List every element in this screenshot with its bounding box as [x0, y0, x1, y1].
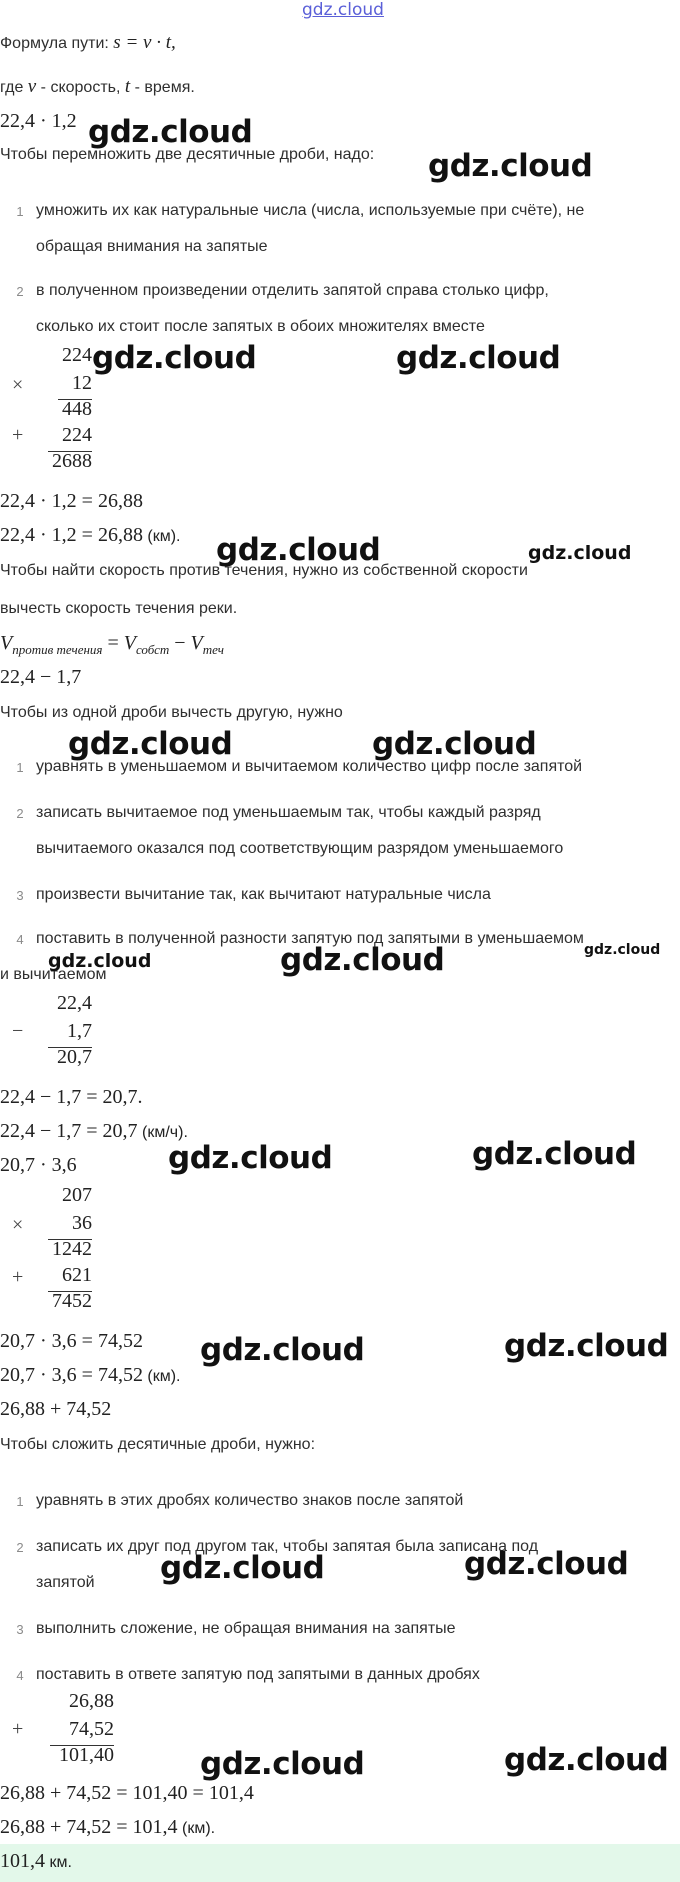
- add-rule-2-line2: запятой: [36, 1574, 95, 1591]
- v-meaning: - скорость,: [36, 79, 125, 96]
- equation-product-1: 22,4 · 1,2 = 26,88: [0, 490, 143, 512]
- plus-sign: +: [12, 1266, 24, 1288]
- multiply-rule-2-line2: сколько их стоит после запятых в обоих множителях вместе: [36, 318, 485, 335]
- watermark-logo: gdz.cloud: [584, 942, 661, 958]
- add-rule-4: поставить в ответе запятую под запятыми в данных дробях: [36, 1666, 480, 1683]
- watermark-logo: gdz.cloud: [160, 1550, 325, 1586]
- multiply-sign: ×: [12, 374, 24, 396]
- column-result: 7452: [52, 1290, 92, 1312]
- equation-difference-value: 22,4 − 1,7 = 20,7: [0, 1120, 138, 1142]
- subtract-rule-4-line2: и вычитаемом: [0, 966, 107, 983]
- column-partial-1: 1242: [52, 1238, 92, 1260]
- watermark-logo: gdz.cloud: [48, 950, 152, 972]
- equation-difference: 22,4 − 1,7 = 20,7.: [0, 1086, 143, 1108]
- equation-product-2-value: 20,7 · 3,6 = 74,52: [0, 1364, 143, 1386]
- watermark-logo: gdz.cloud: [168, 1140, 333, 1176]
- watermark-logo: gdz.cloud: [504, 1742, 669, 1778]
- formula-label: Формула пути:: [0, 35, 114, 52]
- expression-multiply-1: 22,4 · 1,2: [0, 110, 77, 132]
- subtract-rule-3: произвести вычитание так, как вычитают натуральные числа: [36, 886, 491, 903]
- column-addend-b: 74,52: [69, 1718, 114, 1740]
- watermark-logo: gdz.cloud: [464, 1546, 629, 1582]
- equation-product-1-units: [0, 524, 181, 547]
- sub-own: собст: [135, 642, 170, 657]
- subtract-rule-4-line1: поставить в полученной разности запятую под запятыми в уменьшаемом: [36, 930, 584, 947]
- against-current-text-1: Чтобы найти скорость против течения, нужно из собственной скорости: [0, 562, 528, 579]
- plus-sign: +: [12, 1718, 24, 1740]
- final-answer-unit: км.: [45, 1854, 72, 1871]
- column-result: 2688: [52, 450, 92, 472]
- column-minuend: 22,4: [57, 992, 92, 1014]
- t-meaning: - время.: [130, 79, 195, 96]
- column-sum: 101,40: [59, 1744, 114, 1766]
- formula-line: [0, 32, 176, 54]
- column-partial-1: 448: [62, 398, 92, 420]
- equation-difference-units: [0, 1120, 188, 1143]
- rule-number: 2: [16, 806, 24, 821]
- velocity-formula: [0, 632, 224, 658]
- multiply-rule-1-line2: обращая внимания на запятые: [36, 238, 268, 255]
- unit-km: (км).: [177, 1820, 216, 1837]
- unit-km: (км).: [142, 1368, 181, 1385]
- column-factor-a: 207: [62, 1184, 92, 1206]
- v-against: V: [0, 632, 13, 654]
- watermark-logo: gdz.cloud: [472, 1136, 637, 1172]
- rule-number: 1: [16, 1494, 24, 1509]
- equation-product-2-units: [0, 1364, 181, 1387]
- expression-subtract: 22,4 − 1,7: [0, 666, 82, 688]
- where-prefix: где: [0, 79, 28, 96]
- rule-number: 3: [16, 888, 24, 903]
- expression-multiply-2: 20,7 · 3,6: [0, 1154, 77, 1176]
- v-current: V: [190, 632, 203, 654]
- column-subtrahend: 1,7: [67, 1020, 92, 1042]
- var-v: v: [27, 76, 37, 97]
- watermark-logo: gdz.cloud: [396, 340, 561, 376]
- multiply-sign: ×: [12, 1214, 24, 1236]
- add-rule-2-line1: записать их друг под другом так, чтобы запятая была записана под: [36, 1538, 539, 1555]
- minus-sign: −: [12, 1020, 24, 1042]
- column-difference: 20,7: [57, 1046, 92, 1068]
- final-answer-value: 101,4: [0, 1850, 45, 1872]
- rule-number: 1: [16, 760, 24, 775]
- watermark-logo: gdz.cloud: [200, 1746, 365, 1782]
- column-factor-b: 12: [72, 372, 92, 394]
- against-current-text-2: вычесть скорость течения реки.: [0, 600, 238, 617]
- subtract-rule-intro: Чтобы из одной дроби вычесть другую, нужно: [0, 704, 343, 721]
- expression-add: 26,88 + 74,52: [0, 1398, 112, 1420]
- watermark-logo: gdz.cloud: [428, 148, 593, 184]
- column-addend-a: 26,88: [69, 1690, 114, 1712]
- add-rule-3: выполнить сложение, не обращая внимания на запятые: [36, 1620, 456, 1637]
- rule-number: 2: [16, 1540, 24, 1555]
- answer-box: [0, 1844, 680, 1882]
- sub-current: теч: [202, 642, 224, 657]
- add-rule-intro: Чтобы сложить десятичные дроби, нужно:: [0, 1436, 316, 1453]
- rule-number: 2: [16, 284, 24, 299]
- add-rule-1: уравнять в этих дробях количество знаков после запятой: [36, 1492, 464, 1509]
- final-answer: [0, 1850, 72, 1873]
- subtract-rule-2-line2: вычитаемого оказался под соответствующим разрядом уменьшаемого: [36, 840, 564, 857]
- minus-sign: −: [169, 632, 191, 654]
- watermark-logo: gdz.cloud: [200, 1332, 365, 1368]
- watermark-logo: gdz.cloud: [280, 942, 445, 978]
- sub-against: против течения: [12, 642, 103, 657]
- rule-number: 3: [16, 1622, 24, 1637]
- multiply-rule-2-line1: в полученном произведении отделить запятой справа столько цифр,: [36, 282, 549, 299]
- plus-sign: +: [12, 424, 24, 446]
- multiply-rule-1-line1: умножить их как натуральные числа (числа, используемые при счёте), не: [36, 202, 585, 219]
- column-factor-a: 224: [62, 344, 92, 366]
- rule-number: 4: [16, 932, 24, 947]
- subtract-rule-1: уравнять в уменьшаемом и вычитаемом количество цифр после запятой: [36, 758, 583, 775]
- subtract-rule-2-line1: записать вычитаемое под уменьшаемым так, чтобы каждый разряд: [36, 804, 541, 821]
- column-factor-b: 36: [72, 1212, 92, 1234]
- watermark-logo: gdz.cloud: [372, 726, 537, 762]
- watermark-logo: gdz.cloud: [92, 340, 257, 376]
- column-partial-2: 224: [62, 424, 92, 446]
- equation-sum-value: 26,88 + 74,52 = 101,4: [0, 1816, 178, 1838]
- v-own: V: [123, 632, 136, 654]
- rule-number: 1: [16, 204, 24, 219]
- watermark-logo: gdz.cloud: [88, 114, 253, 150]
- watermark-logo: gdz.cloud: [68, 726, 233, 762]
- equation-sum: 26,88 + 74,52 = 101,40 = 101,4: [0, 1782, 254, 1804]
- multiply-rule-intro: Чтобы перемножить две десятичные дроби, надо:: [0, 146, 375, 163]
- unit-km: (км).: [142, 528, 181, 545]
- equation-product-2: 20,7 · 3,6 = 74,52: [0, 1330, 143, 1352]
- equals-sign: =: [102, 632, 124, 654]
- watermark-logo: gdz.cloud: [216, 532, 381, 568]
- equation-product-1-value: 22,4 · 1,2 = 26,88: [0, 524, 143, 546]
- watermark-logo: gdz.cloud: [504, 1328, 669, 1364]
- site-logo-link[interactable]: gdz.cloud: [302, 0, 384, 20]
- column-partial-2: 621: [62, 1264, 92, 1286]
- unit-kmh: (км/ч).: [137, 1124, 188, 1141]
- var-t: t: [124, 76, 131, 97]
- definitions-line: [0, 76, 195, 98]
- path-formula: s = v · t,: [113, 32, 176, 53]
- equation-sum-units: [0, 1816, 215, 1839]
- rule-number: 4: [16, 1668, 24, 1683]
- watermark-logo: gdz.cloud: [528, 542, 632, 564]
